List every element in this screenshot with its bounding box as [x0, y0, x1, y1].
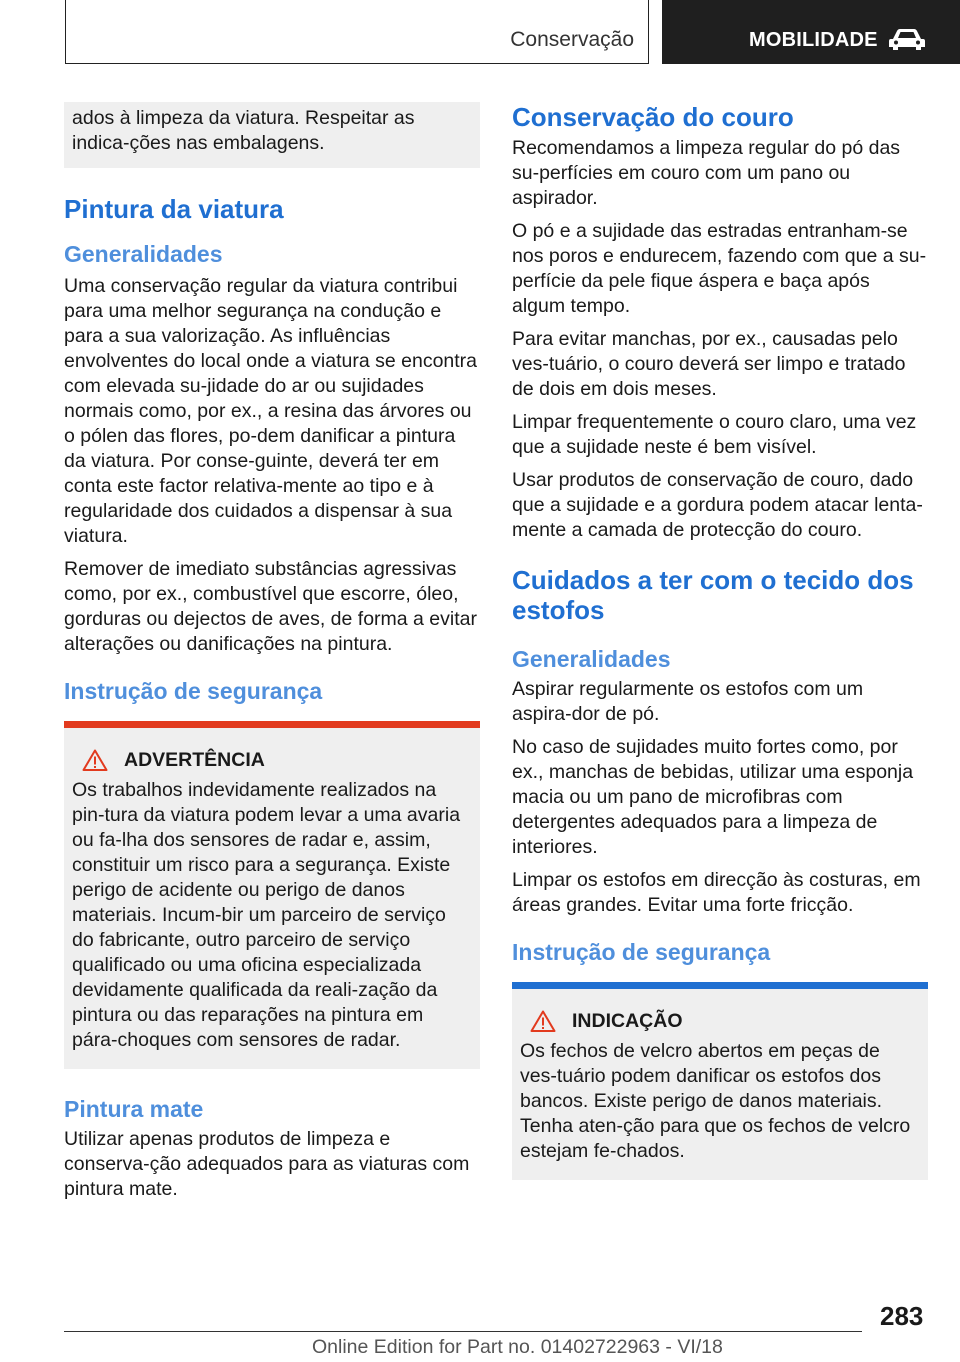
right-column — [512, 102, 928, 1180]
heading-generalidades: Generalidades — [64, 241, 223, 267]
notice-text: Os fechos de velcro abertos em peças de ves-tuário podem danificar os estofos dos bancos. Existe perigo de danos materiais. Tenha aten-ção para que os fechos de velcro estejam fe-chados. — [520, 1040, 911, 1162]
notice-box — [512, 982, 928, 1180]
heading-tecido-estofos: Cuidados a ter com o tecido dos estofos — [512, 565, 914, 625]
heading-instrucao-seguranca-estofos: Instrução de segurança — [512, 939, 771, 965]
warning-header — [72, 748, 472, 772]
warning-text: Os trabalhos indevidamente realizados na pin-tura da viatura podem levar a uma avaria ou fa-lha dos sensores de radar e, assim, constituir um risco para a segurança. Existe perigo de acidente ou perigo de danos materiais. Incum-bir um parceiro de serviço do fabricante, outro parceiro de serviço qualificado ou uma oficina especializada devidamente qualificada da reali-zação da pintura ou das reparações na pintura em pára-choques com sensores de radar. — [72, 779, 461, 1051]
page-number: 283 — [880, 1301, 924, 1331]
paragraph-couro-limpeza: Recomendamos a limpeza regular do pó das su-perfícies em couro com um pano ou aspirador. — [512, 137, 901, 209]
footer-divider — [64, 1331, 862, 1332]
paragraph-pintura-mate: Utilizar apenas produtos de limpeza e conserva-ção adequados para as viaturas com pintura mate. — [64, 1128, 470, 1200]
footer-edition: Online Edition for Part no. 01402722963 - VI/18 — [312, 1336, 723, 1358]
paragraph-aspirar: Aspirar regularmente os estofos com um aspira-dor de pó. — [512, 678, 864, 725]
notice-title: INDICAÇÃO — [572, 1009, 683, 1032]
paragraph-couro-po: O pó e a sujidade das estradas entranham-se nos poros e endurecem, fazendo com que a su-perfície da pele fique áspera e baça após algum tempo. — [512, 220, 927, 317]
paragraph-conservacao: Uma conservação regular da viatura contribui para uma melhor segurança na condução e para a sua valorização. As influências envolventes do local onde a viatura se encontra com elevada su-jidade do ar ou sujidades normais como, por ex., a resina das árvores ou o pólen das flores, po-dem danificar a pintura da viatura. Por conse-guinte, deverá ter em conta este factor relativa-mente ao tipo e à regularidade dos cuidados a dispensar à sua viatura. — [64, 275, 478, 547]
paragraph-couro-claro: Limpar frequentemente o couro claro, uma vez que a sujidade neste é bem visível. — [512, 411, 917, 458]
continued-note-box — [64, 102, 480, 168]
notice-header — [520, 1009, 920, 1033]
header-section-title: Conservação — [510, 28, 634, 51]
warning-title: ADVERTÊNCIA — [124, 748, 265, 771]
warning-box — [64, 721, 480, 1069]
continued-note-text: ados à limpeza da viatura. Respeitar as indica-ções nas embalagens. — [72, 107, 415, 154]
paragraph-remover-substancias: Remover de imediato substâncias agressivas como, por ex., combustível que escorre, óleo, gorduras ou dejectos de aves, de forma a evitar alterações ou danificações na pintura. — [64, 558, 477, 655]
warning-triangle-icon — [82, 749, 108, 771]
heading-generalidades-estofos: Generalidades — [512, 646, 671, 672]
header-chapter-title: MOBILIDADE — [749, 29, 878, 51]
header-section-tab — [65, 0, 649, 64]
left-column — [64, 102, 480, 1210]
warning-triangle-icon — [530, 1010, 556, 1032]
car-icon — [888, 28, 926, 52]
paragraph-limpar-estofos: Limpar os estofos em direcção às costuras, em áreas grandes. Evitar uma forte fricção. — [512, 869, 921, 916]
heading-pintura-viatura: Pintura da viatura — [64, 194, 284, 224]
heading-pintura-mate: Pintura mate — [64, 1096, 204, 1122]
paragraph-sujidades-fortes: No caso de sujidades muito fortes como, por ex., manchas de bebidas, utilizar uma esponja macia ou um pano de microfibras com detergentes adequados para a limpeza de interiores. — [512, 736, 914, 858]
heading-instrucao-seguranca: Instrução de segurança — [64, 678, 323, 704]
header-chapter-tab — [662, 0, 960, 64]
paragraph-couro-manchas: Para evitar manchas, por ex., causadas pelo ves-tuário, o couro deverá ser limpo e tratado de dois em dois meses. — [512, 328, 906, 400]
paragraph-couro-produtos: Usar produtos de conservação de couro, dado que a sujidade e a gordura podem atacar lenta-mente a camada de protecção do couro. — [512, 469, 923, 541]
heading-conservacao-couro: Conservação do couro — [512, 102, 794, 132]
